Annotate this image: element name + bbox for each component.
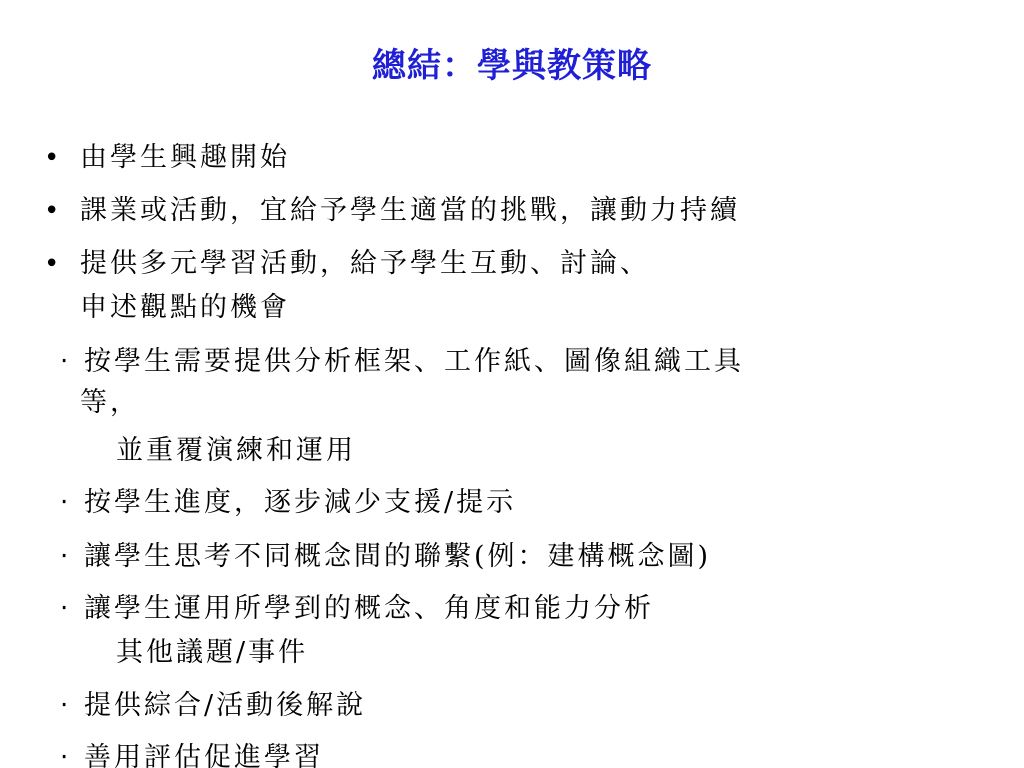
bullet-text: 按學生進度，逐步減少支援/提示 (84, 487, 517, 518)
bullet-item-5 (60, 483, 1000, 523)
bullet-mark: • (44, 249, 63, 279)
slide-title: 總結：學與教策略 (372, 46, 652, 86)
bullet-text: 由學生興趣開始 (80, 142, 290, 173)
bullet-item-8 (60, 686, 1000, 726)
bullet-mark: ‧ (60, 743, 72, 768)
bullet-text: 善用評估促進學習 (84, 742, 324, 768)
bullet-continuation: 並重覆演練和運用 (116, 435, 356, 466)
bullet-mark: ‧ (60, 542, 72, 572)
bullet-text: 課業或活動，宜給予學生適當的挑戰，讓動力持續 (80, 195, 740, 226)
bullet-text: 讓學生思考不同概念間的聯繫(例：建構概念圖) (84, 541, 712, 572)
bullet-text: 提供多元學習活動，給予學生互動、討論、 (80, 248, 650, 279)
bullet-item-6 (60, 537, 1000, 577)
bullet-continuation: 其他議題/事件 (116, 637, 309, 668)
bullet-continuation: 申述觀點的機會 (80, 292, 290, 323)
bullet-text: 讓學生運用所學到的概念、角度和能力分析 (84, 593, 654, 624)
bullet-mark: • (44, 196, 63, 226)
bullet-mark: ‧ (60, 691, 72, 721)
bullet-item-4 (60, 342, 1000, 382)
bullet-mark: ‧ (60, 488, 72, 518)
bullet-item-7 (60, 589, 1000, 629)
bullet-item-3 (44, 244, 984, 284)
bullet-item-1 (44, 138, 984, 178)
bullet-item-2 (44, 191, 984, 231)
bullet-text: 按學生需要提供分析框架、工作紙、圖像組織工具 (84, 346, 744, 377)
bullet-continuation: 等， (80, 387, 140, 418)
bullet-mark: ‧ (60, 347, 72, 377)
bullet-mark: • (44, 143, 63, 173)
bullet-item-9 (60, 738, 1000, 768)
bullet-text: 提供綜合/活動後解說 (84, 690, 367, 721)
bullet-mark: ‧ (60, 594, 72, 624)
